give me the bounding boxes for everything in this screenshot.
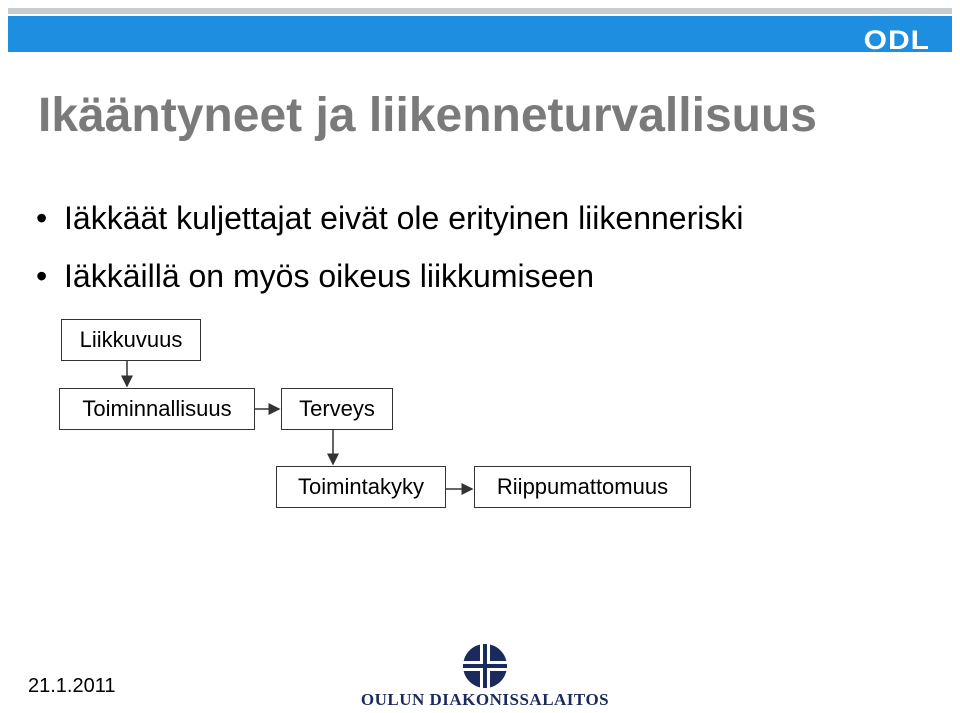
slide-title: Ikääntyneet ja liikenneturvallisuus — [38, 89, 817, 142]
diakonissalaitos-logo — [350, 640, 620, 710]
node-toiminnallisuus: Toiminnallisuus — [59, 388, 255, 430]
node-toimintakyky: Toimintakyky — [276, 466, 446, 508]
bullet-text: Iäkkäillä on myös oikeus liikkumiseen — [64, 258, 594, 294]
node-terveys: Terveys — [281, 388, 393, 430]
cross-emblem-icon — [350, 640, 620, 690]
node-liikkuvuus: Liikkuvuus — [61, 319, 201, 361]
bullet-text: Iäkkäät kuljettajat eivät ole erityinen liikenneriski — [64, 200, 744, 236]
node-riippumattomuus: Riippumattomuus — [474, 466, 691, 508]
bullet-marker: • — [36, 258, 48, 294]
footer-date: 21.1.2011 — [28, 675, 116, 697]
organization-name: OULUN DIAKONISSALAITOS — [360, 690, 610, 709]
odl-logo: ODL — [863, 25, 930, 56]
bullet-marker: • — [36, 200, 48, 236]
